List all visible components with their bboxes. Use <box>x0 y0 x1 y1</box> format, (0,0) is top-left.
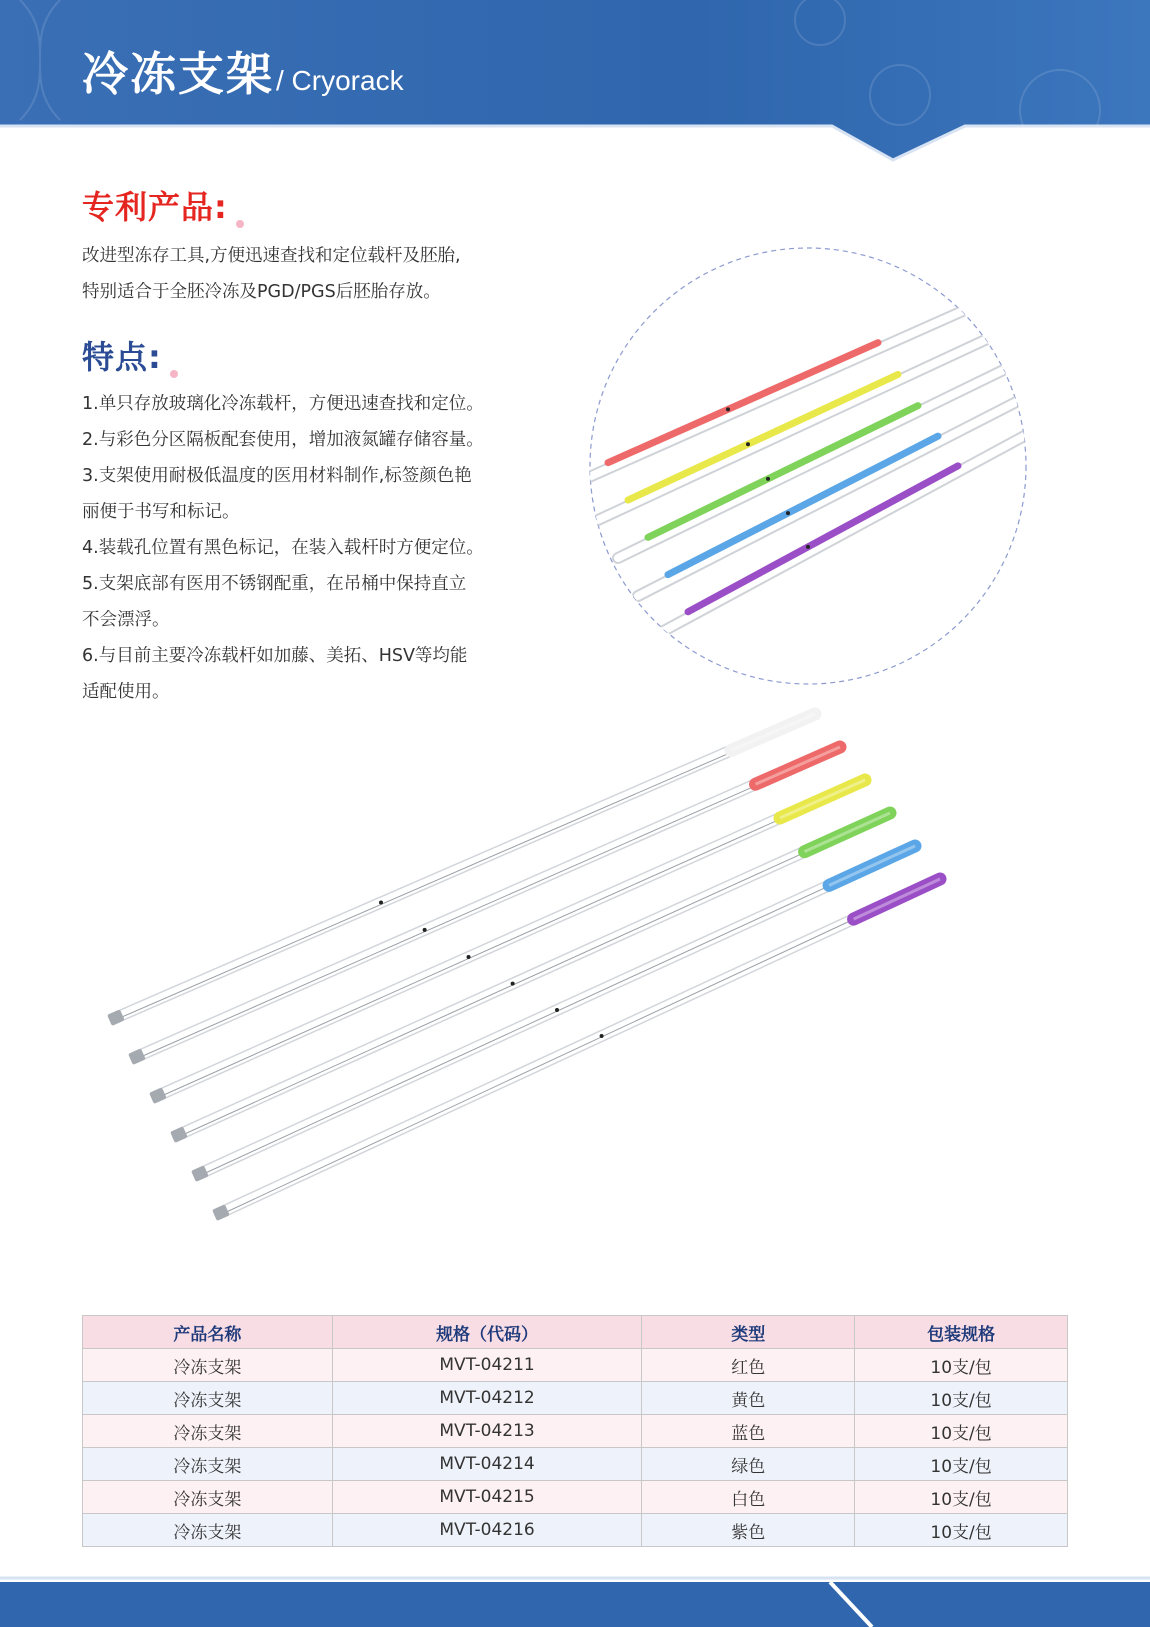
rack-rod-marker <box>511 982 515 986</box>
rack-rod-handle-shine <box>780 780 865 818</box>
feature-line: 适配使用。 <box>82 682 170 702</box>
rack-rod-tube-inner <box>157 780 865 1096</box>
cell-name: 冷冻支架 <box>83 1415 333 1448</box>
features-heading-text: 特点: <box>82 338 162 376</box>
cell-code: MVT-04213 <box>332 1415 642 1448</box>
cell-code: MVT-04211 <box>332 1349 642 1382</box>
table-row <box>83 1382 1068 1415</box>
feature-line: 2.与彩色分区隔板配套使用，增加液氮罐存储容量。 <box>82 430 484 450</box>
rack-rod-marker <box>467 955 471 959</box>
cell-name: 冷冻支架 <box>83 1382 333 1415</box>
cell-name: 冷冻支架 <box>83 1448 333 1481</box>
page-title <box>82 38 404 104</box>
features-list <box>82 386 522 710</box>
cell-package: 10支/包 <box>855 1349 1068 1382</box>
table-row <box>83 1349 1068 1382</box>
rack-rod-marker <box>379 900 383 904</box>
closeup-rod-marker <box>746 442 750 446</box>
patent-heading <box>82 182 244 228</box>
table-row <box>83 1415 1068 1448</box>
closeup-rod-marker <box>726 407 730 411</box>
rack-rod-marker <box>423 928 427 932</box>
cell-name: 冷冻支架 <box>83 1481 333 1514</box>
cryorack-illustration <box>100 706 1060 1286</box>
product-table <box>82 1315 1068 1547</box>
cryorack-rods-image <box>100 706 1060 1286</box>
rack-rod-tube-inner <box>178 813 890 1135</box>
page-header <box>0 0 1150 170</box>
cell-type: 绿色 <box>642 1448 855 1481</box>
cell-code: MVT-04212 <box>332 1382 642 1415</box>
rack-rod-handle-shine <box>854 879 940 919</box>
feature-line: 5.支架底部有医用不锈钢配重，在吊桶中保持直立 <box>82 574 467 594</box>
heading-dot <box>170 370 178 378</box>
rack-rod-tube-inner <box>115 714 815 1018</box>
col-header-type: 类型 <box>642 1316 855 1349</box>
rack-rod-wire <box>220 907 880 1215</box>
rack-rod-wire <box>136 775 780 1059</box>
col-header-code: 规格（代码） <box>332 1316 642 1349</box>
feature-line: 丽便于书写和标记。 <box>82 502 240 522</box>
rack-rod-tube-inner <box>136 747 840 1057</box>
table-header-row <box>83 1316 1068 1349</box>
table-row <box>83 1514 1068 1547</box>
heading-dot <box>236 220 244 228</box>
patent-line: 改进型冻存工具,方便迅速查找和定位载杆及胚胎, <box>82 246 461 266</box>
patent-line: 特别适合于全胚冷冻及PGD/PGS后胚胎存放。 <box>82 282 441 302</box>
footer-banner <box>0 1572 1150 1627</box>
closeup-rod-marker <box>786 511 790 515</box>
patent-description <box>82 238 522 310</box>
rack-rod-handle-shine <box>731 714 815 750</box>
page-title-cn: 冷冻支架 <box>82 47 274 101</box>
cell-type: 紫色 <box>642 1514 855 1547</box>
cell-name: 冷冻支架 <box>83 1349 333 1382</box>
feature-line: 3.支架使用耐极低温度的医用材料制作,标签颜色艳 <box>82 466 472 486</box>
rack-rod-marker <box>555 1008 559 1012</box>
rack-rod-wire <box>199 874 855 1176</box>
rack-rod-handle-shine <box>756 747 840 784</box>
cell-package: 10支/包 <box>855 1415 1068 1448</box>
cell-type: 蓝色 <box>642 1415 855 1448</box>
table-row <box>83 1448 1068 1481</box>
closeup-illustration <box>588 246 1028 686</box>
feature-line: 6.与目前主要冷冻载杆如加藤、美拓、HSV等均能 <box>82 646 468 666</box>
cell-type: 白色 <box>642 1481 855 1514</box>
rack-rod-marker <box>600 1034 604 1038</box>
page-footer <box>0 1572 1150 1627</box>
cell-code: MVT-04215 <box>332 1481 642 1514</box>
cell-package: 10支/包 <box>855 1382 1068 1415</box>
rack-rod-handle-shine <box>829 846 915 885</box>
closeup-rod-marker <box>806 545 810 549</box>
feature-line: 1.单只存放玻璃化冷冻载杆，方便迅速查找和定位。 <box>82 394 484 414</box>
cell-code: MVT-04214 <box>332 1448 642 1481</box>
cell-package: 10支/包 <box>855 1481 1068 1514</box>
features-heading <box>82 332 178 378</box>
closeup-rod-marker <box>766 477 770 481</box>
cell-code: MVT-04216 <box>332 1514 642 1547</box>
rack-rod-handle-shine <box>805 813 890 852</box>
col-header-package: 包装规格 <box>855 1316 1068 1349</box>
col-header-name: 产品名称 <box>83 1316 333 1349</box>
feature-line: 不会漂浮。 <box>82 610 170 630</box>
cell-type: 红色 <box>642 1349 855 1382</box>
page-title-en: / Cryorack <box>276 65 404 96</box>
patent-heading-text: 专利产品: <box>82 188 228 226</box>
cell-package: 10支/包 <box>855 1514 1068 1547</box>
cell-type: 黄色 <box>642 1382 855 1415</box>
feature-line: 4.装载孔位置有黑色标记，在装入载杆时方便定位。 <box>82 538 484 558</box>
cell-name: 冷冻支架 <box>83 1514 333 1547</box>
closeup-circle-image <box>588 246 1028 686</box>
table-row <box>83 1481 1068 1514</box>
cell-package: 10支/包 <box>855 1448 1068 1481</box>
